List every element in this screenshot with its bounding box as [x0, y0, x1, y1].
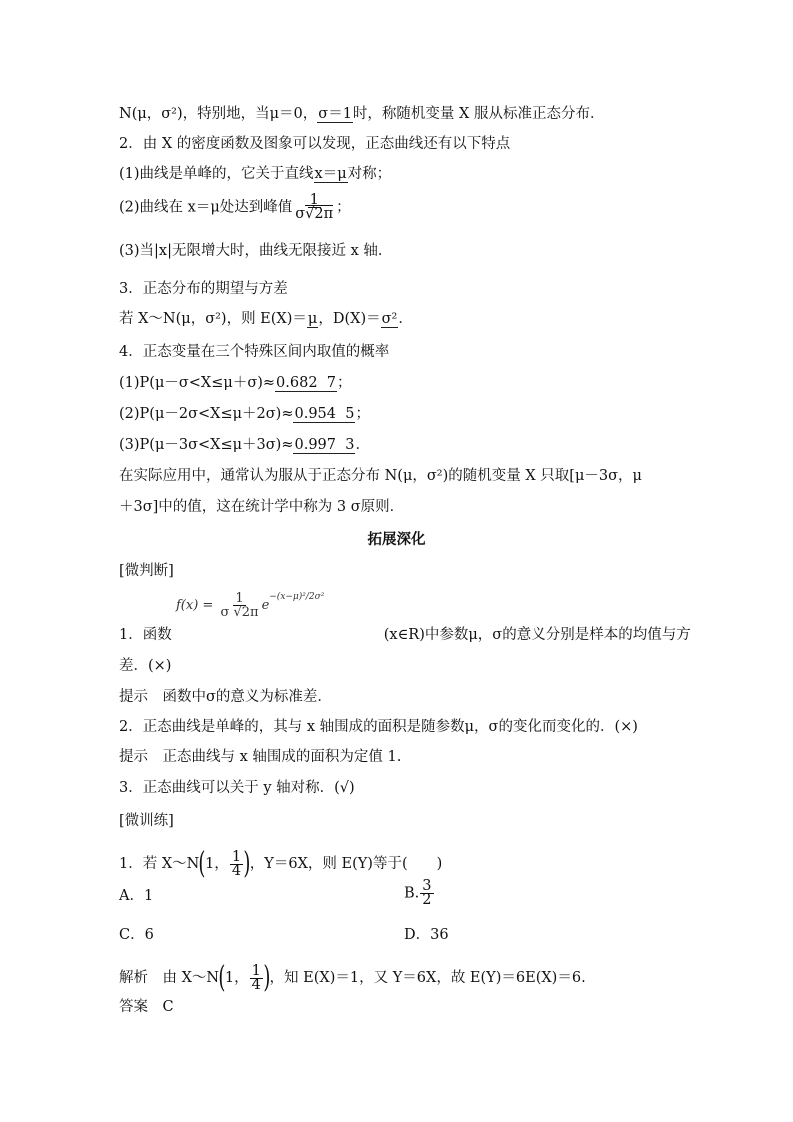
answer: 答案 C: [119, 999, 174, 1015]
label-wei-xunlian: [微训练]: [119, 813, 174, 829]
section-title: 拓展深化: [367, 531, 426, 548]
judge-1-cont: 差．(×): [119, 658, 172, 674]
line-interval-2: (2)P(μ－2σ<X≤μ＋2σ)≈0.954 5；: [119, 406, 370, 422]
judge-1-tip: 提示 函数中σ的意义为标准差．: [119, 689, 332, 705]
line-practical-1: 在实际应用中，通常认为服从于正态分布 N(μ，σ²)的随机变量 X 只取[μ－3σ，μ: [119, 468, 642, 484]
judge-2: 2．正态曲线是单峰的，其与 x 轴围成的面积是随参数μ，σ的变化而变化的．(×): [119, 719, 638, 735]
line-features-heading: 2．由 X 的密度函数及图象可以发现，正态曲线还有以下特点: [119, 136, 511, 152]
question-1: 1．若 X～N(1， $\frac{1}{4}$ )，Y＝6X，则 E(Y)等于( ): [119, 846, 443, 881]
option-c[interactable]: C．6: [119, 927, 154, 943]
option-b[interactable]: B. $\frac{3}{2}$: [404, 878, 432, 908]
line-feature-1: (1)曲线是单峰的，它关于直线x＝μ对称；: [119, 166, 392, 182]
line-standard-normal: N(μ，σ²)，特别地，当μ＝0，σ＝1时，称随机变量 X 服从标准正态分布．: [119, 106, 605, 122]
solution: 解析 由 X～N(1， $\frac{1}{4}$ )，知 E(X)＝1，又 Y＝6X，故 E(Y)＝6E(X)＝6.: [119, 960, 586, 995]
label-wei-panduan: [微判断]: [119, 563, 174, 579]
judge-3: 3．正态曲线可以关于 y 轴对称．(√): [119, 780, 355, 796]
option-a[interactable]: A．1: [119, 888, 154, 904]
line-practical-2: ＋3σ]中的值，这在统计学中称为 3 σ原则．: [119, 499, 405, 515]
line-feature-3: (3)当|x|无限增大时，曲线无限接近 x 轴．: [119, 243, 393, 259]
judge-2-tip: 提示 正态曲线与 x 轴围成的面积为定值 1.: [119, 749, 402, 765]
option-d[interactable]: D．36: [404, 927, 449, 943]
judge-1: 1．函数 (x∈R)中参数μ，σ的意义分别是样本的均值与方: [119, 627, 691, 643]
line-mean-variance: 若 X～N(μ，σ²)，则 E(X)＝μ，D(X)＝σ²．: [119, 311, 413, 327]
line-interval-heading: 4．正态变量在三个特殊区间内取值的概率: [119, 344, 390, 360]
line-feature-2: (2)曲线在 x＝μ处达到峰值 $\frac{1}{\sigma√2\pi}$ ；: [119, 192, 351, 222]
line-interval-1: (1)P(μ－σ<X≤μ＋σ)≈0.682 7；: [119, 375, 352, 391]
line-interval-3: (3)P(μ－3σ<X≤μ＋3σ)≈0.997 3．: [119, 437, 370, 453]
peak-fraction: $\frac{1}{\sigma√2\pi}$: [295, 192, 334, 222]
density-formula: f(x) = $\frac{1}{\sigma √2\pi}$ e−(x−μ)²/2σ²: [176, 591, 325, 620]
line-mean-variance-heading: 3．正态分布的期望与方差: [119, 281, 288, 297]
